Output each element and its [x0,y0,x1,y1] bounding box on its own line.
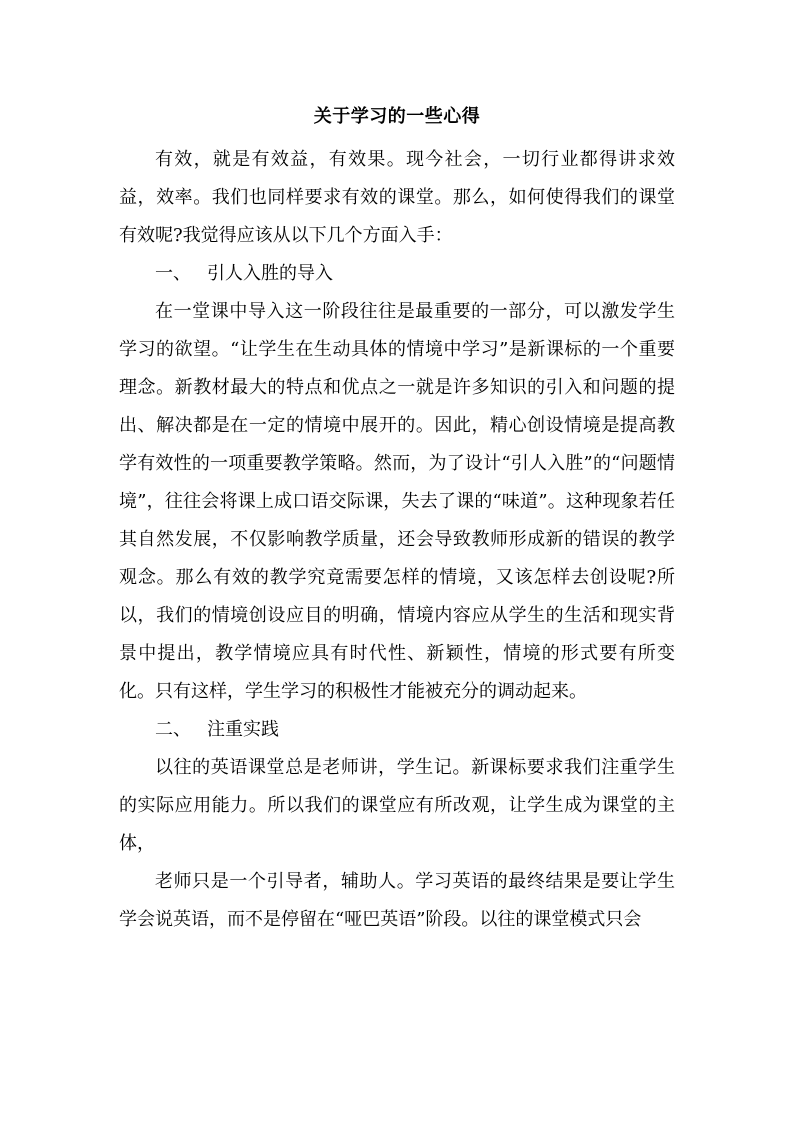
section-2-title: 注重实践 [207,719,279,740]
section-1-number: 一、 [155,263,191,284]
section-2-heading [119,711,675,749]
section-1-heading [119,255,675,293]
document-title: 关于学习的一些心得 [313,106,481,127]
section-2-paragraph-1: 以往的英语课堂总是老师讲，学生记。新课标要求我们注重学生的实际应用能力。所以我们的课堂应有所改观，让学生成为课堂的主体， [119,757,675,854]
section-1-title: 引人入胜的导入 [207,263,333,284]
intro-paragraph: 有效，就是有效益，有效果。现今社会，一切行业都得讲求效益，效率。我们也同样要求有效的课堂。那么，如何使得我们的课堂有效呢?我觉得应该从以下几个方面入手： [119,149,675,246]
section-2-number: 二、 [155,719,191,740]
document-body [119,141,675,939]
section-2-paragraph-2: 老师只是一个引导者，辅助人。学习英语的最终结果是要让学生学会说英语，而不是停留在“哑巴英语”阶段。以往的课堂模式只会 [119,871,675,930]
section-1-paragraph: 在一堂课中导入这一阶段往往是最重要的一部分，可以激发学生学习的欲望。“让学生在生动具体的情境中学习”是新课标的一个重要理念。新教材最大的特点和优点之一就是许多知识的引入和问题的提出、解决都是在一定的情境中展开的。因此，精心创设情境是提高教学有效性的一项重要教学策略。然而，为了设计“引人入胜”的“问题情境”，往往会将课上成口语交际课，失去了课的“味道”。这种现象若任其自然发展，不仅影响教学质量，还会导致教师形成新的错误的教学观念。那么有效的教学究竟需要怎样的情境，又该怎样去创设呢?所以，我们的情境创设应目的明确，情境内容应从学生的生活和现实背景中提出，教学情境应具有时代性、新颖性，情境的形式要有所变化。只有这样，学生学习的积极性才能被充分的调动起来。 [119,301,675,702]
